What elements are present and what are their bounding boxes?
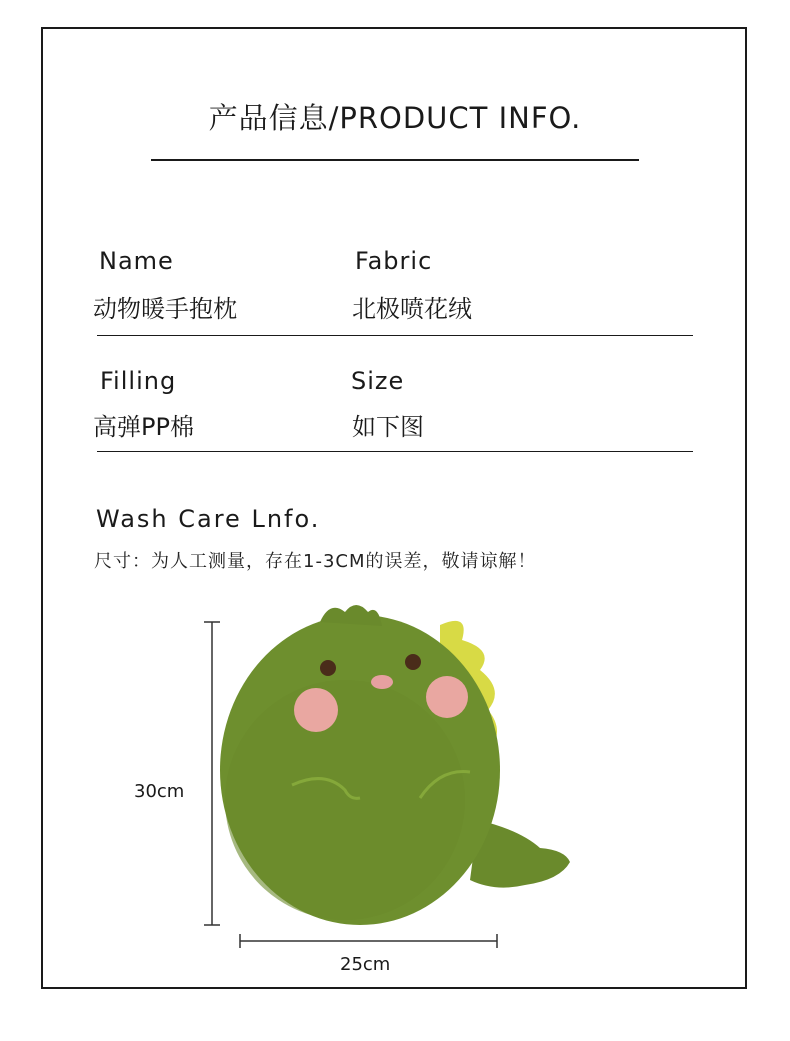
- name-label: Name: [99, 247, 174, 275]
- measurement-note: 尺寸：为人工测量，存在1-3CM的误差，敬请谅解！: [94, 551, 537, 572]
- width-dimension-label: 25cm: [340, 954, 391, 975]
- dinosaur-plush-image: [220, 605, 570, 925]
- fabric-label: Fabric: [355, 247, 433, 275]
- width-dimension-line: [240, 934, 497, 948]
- name-value: 动物暖手抱枕: [93, 295, 237, 323]
- height-dimension-label: 30cm: [134, 781, 185, 802]
- filling-value: 高弹PP棉: [93, 413, 194, 441]
- wash-care-heading: Wash Care Lnfo.: [96, 505, 321, 533]
- height-dimension-line: [204, 622, 220, 925]
- filling-label: Filling: [100, 367, 177, 395]
- fabric-value: 北极喷花绒: [352, 295, 472, 323]
- size-label: Size: [351, 367, 405, 395]
- page-title: 产品信息/PRODUCT INFO.: [208, 101, 582, 135]
- size-value: 如下图: [352, 413, 424, 441]
